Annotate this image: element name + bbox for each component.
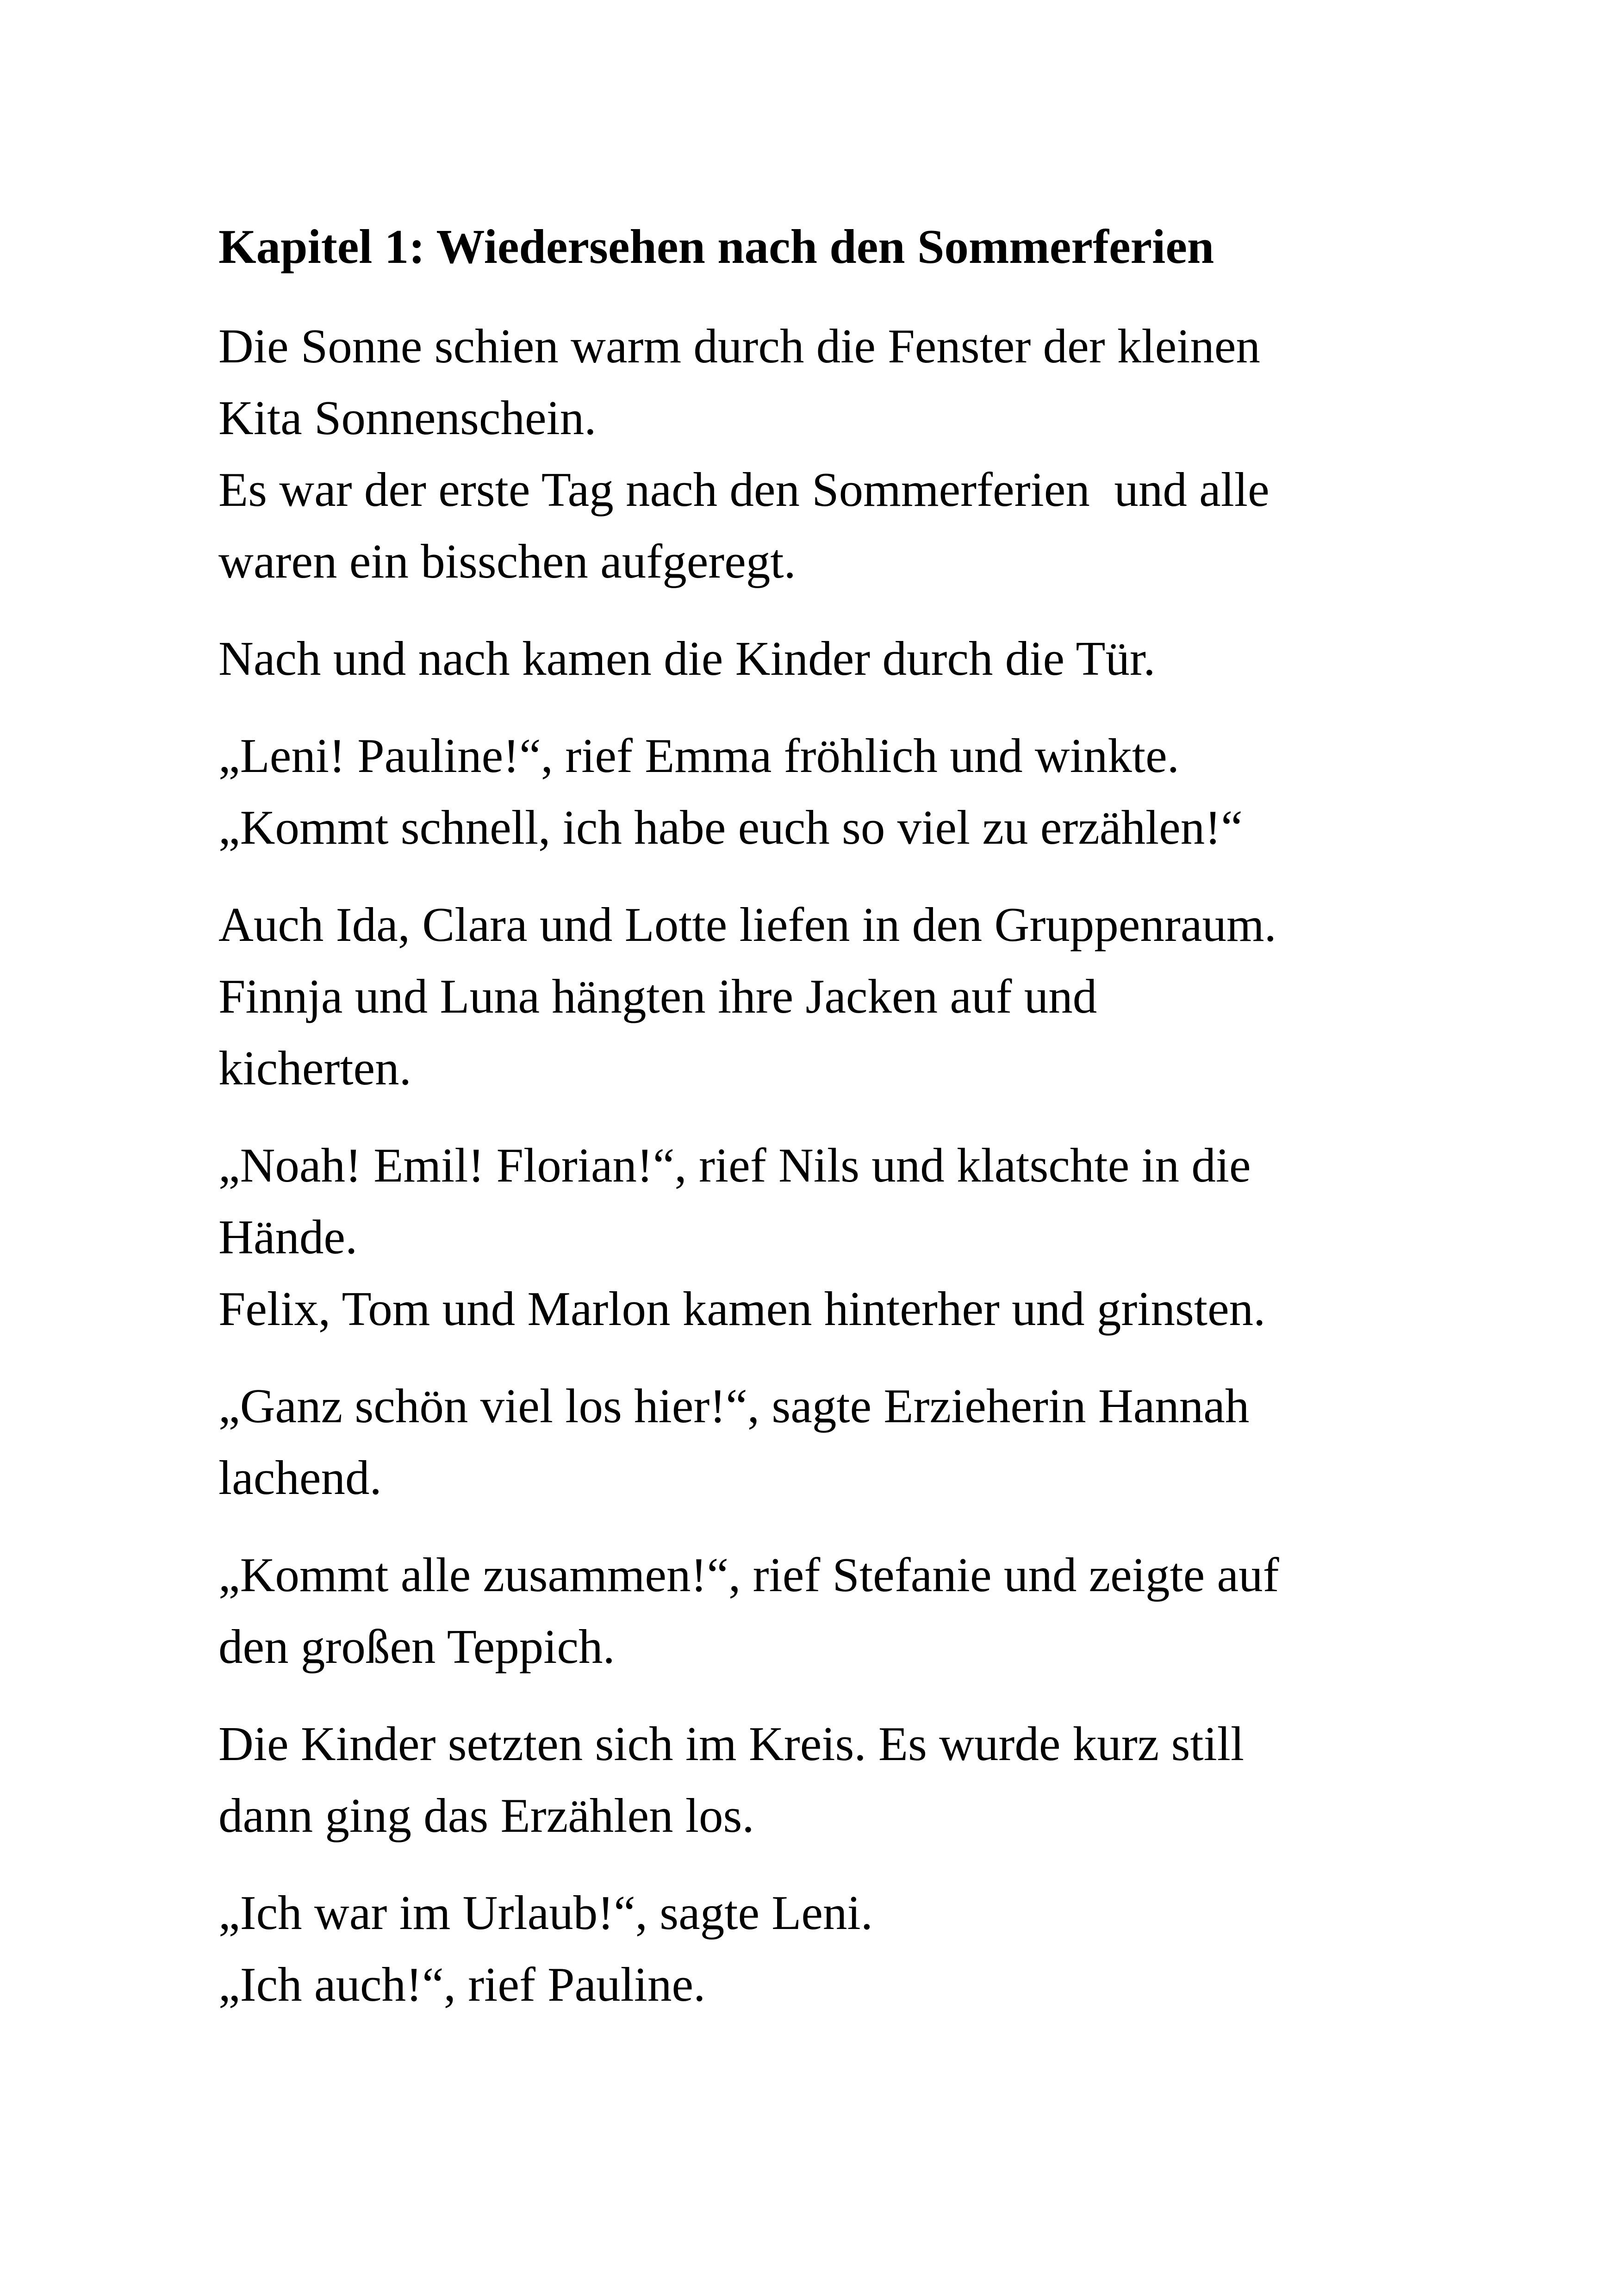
- text-line: „Ich war im Urlaub!“, sagte Leni.: [218, 1885, 873, 1940]
- text-line: „Leni! Pauline!“, rief Emma fröhlich und winkte.: [218, 728, 1179, 783]
- paragraph: [218, 1708, 1422, 1851]
- text-line: „Ich auch!“, rief Pauline.: [218, 1957, 706, 2011]
- text-line: „Ganz schön viel los hier!“, sagte Erzieherin Hannah: [218, 1379, 1250, 1433]
- text-line: waren ein bisschen aufgeregt.: [218, 534, 796, 588]
- text-line: Felix, Tom und Marlon kamen hinterher und grinsten.: [218, 1282, 1266, 1336]
- paragraph: [218, 889, 1422, 1104]
- text-line: „Kommt schnell, ich habe euch so viel zu erzählen!“: [218, 800, 1243, 854]
- chapter-title: Kapitel 1: Wiedersehen nach den Sommerferien: [218, 219, 1214, 274]
- text-line: „Kommt alle zusammen!“, rief Stefanie und zeigte auf: [218, 1548, 1279, 1602]
- paragraph: [218, 1129, 1422, 1344]
- text-line: kicherten.: [218, 1041, 411, 1095]
- document-body: [218, 211, 1422, 2046]
- text-line: lachend.: [218, 1450, 382, 1505]
- text-line: Auch Ida, Clara und Lotte liefen in den Gruppenraum.: [218, 897, 1276, 952]
- text-line: dann ging das Erzählen los.: [218, 1788, 754, 1842]
- text-line: den großen Teppich.: [218, 1619, 615, 1674]
- paragraph: [218, 310, 1422, 597]
- paragraph: [218, 1370, 1422, 1513]
- text-line: Die Sonne schien warm durch die Fenster der kleinen: [218, 319, 1260, 373]
- text-line: Die Kinder setzten sich im Kreis. Es wurde kurz still: [218, 1717, 1245, 1771]
- paragraph: [218, 1539, 1422, 1682]
- text-line: „Noah! Emil! Florian!“, rief Nils und klatschte in die: [218, 1138, 1251, 1192]
- paragraph: [218, 622, 1422, 694]
- text-line: Hände.: [218, 1210, 358, 1264]
- text-line: Kita Sonnenschein.: [218, 391, 597, 445]
- paragraph: [218, 1877, 1422, 2020]
- text-line: Finnja und Luna hängten ihre Jacken auf und: [218, 969, 1097, 1023]
- paragraph: [218, 720, 1422, 863]
- text-line: Nach und nach kamen die Kinder durch die Tür.: [218, 631, 1156, 685]
- text-line: Es war der erste Tag nach den Sommerferien und alle: [218, 462, 1270, 516]
